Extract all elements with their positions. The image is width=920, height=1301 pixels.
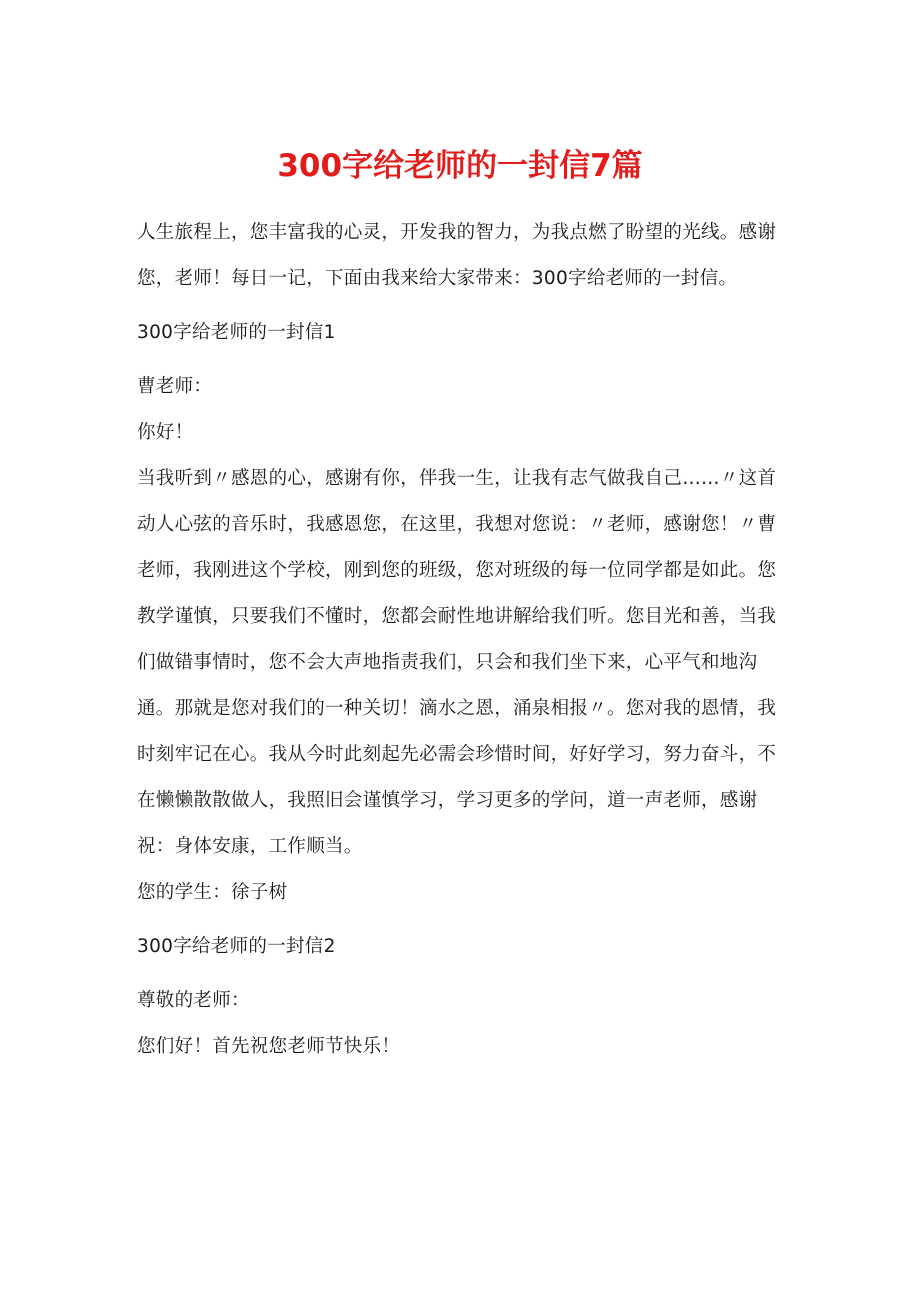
letter-body-1: 当我听到〃感恩的心，感谢有你，伴我一生，让我有志气做我自己……〃这首动人心弦的音乐时，我感恩您，在这里，我想对您说：〃老师，感谢您！〃曹老师，我刚进这个学校，刚到您的班级，您对班级的每一位同学都是如此。您教学谨慎，只要我们不懂时，您都会耐性地讲解给我们听。您目光和善，当我们做错事情时，您不会大声地指责我们，只会和我们坐下来，心平气和地沟通。那就是您对我们的一种关切！滴水之恩，涌泉相报〃。您对我的恩情，我时刻牢记在心。我从今时此刻起先必需会珍惜时间，好好学习，努力奋斗，不在懒懒散散做人，我照旧会谨慎学习，学习更多的学问，道一声老师，感谢祝：身体安康，工作顺当。 bbox=[137, 468, 777, 857]
greeting-1: 你好！ bbox=[137, 422, 194, 443]
salutation-1: 曹老师： bbox=[137, 376, 213, 397]
document-body bbox=[137, 210, 787, 1070]
salutation-2: 尊敬的老师： bbox=[137, 990, 250, 1011]
greeting-2: 您们好！首先祝您老师节快乐！ bbox=[137, 1036, 401, 1057]
intro-paragraph: 人生旅程上，您丰富我的心灵，开发我的智力，为我点燃了盼望的光线。感谢您，老师！每日一记，下面由我来给大家带来：300字给老师的一封信。 bbox=[137, 222, 777, 289]
signature-1: 您的学生：徐子树 bbox=[137, 882, 288, 903]
section-heading-2: 300字给老师的一封信2 bbox=[137, 936, 336, 957]
document-title: 300字给老师的一封信7篇 bbox=[277, 148, 643, 184]
section-heading-1: 300字给老师的一封信1 bbox=[137, 322, 336, 343]
